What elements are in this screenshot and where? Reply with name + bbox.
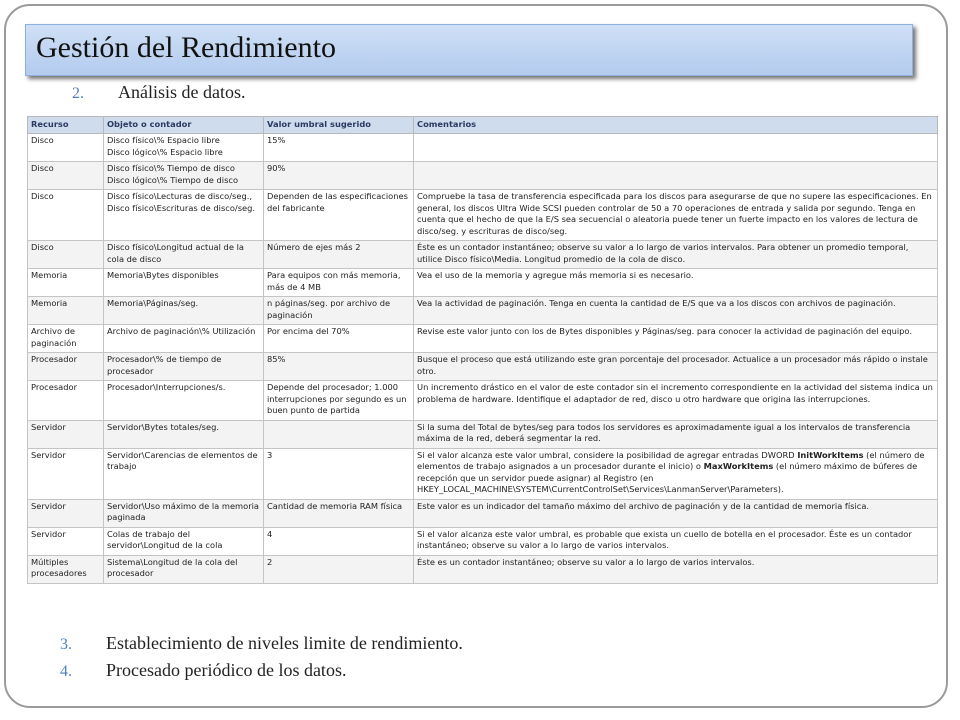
table-header-row (28, 117, 938, 134)
cell-recurso: Múltiples procesadores (28, 555, 104, 583)
cell-comentarios: Si el valor alcanza este valor umbral, considere la posibilidad de agregar entradas DWORD InitWorkItems (el número de elementos de trabajo asignados a un procesador durante el inicio) o MaxWorkItems (el número máximo de búferes de recepción que un servidor puede asignar) al Registro (en HKEY_LOCAL_MACHINE\SYSTEM\CurrentControlSet\Services\LanmanServer\Parameters). (414, 448, 938, 499)
title-bar (25, 24, 913, 76)
column-header-comentarios: Comentarios (414, 117, 938, 134)
step-4 (60, 660, 346, 681)
cell-objeto: Sistema\Longitud de la cola del procesador (104, 555, 264, 583)
cell-recurso: Memoria (28, 297, 104, 325)
table-row (28, 499, 938, 527)
cell-recurso: Servidor (28, 420, 104, 448)
cell-valor: Depende del procesador; 1.000 interrupciones por segundo es un buen punto de partida (264, 381, 414, 421)
table-row (28, 448, 938, 499)
cell-objeto: Disco físico\% Espacio libre Disco lógico\% Espacio libre (104, 134, 264, 162)
table-row (28, 555, 938, 583)
bold-term: InitWorkItems (797, 449, 864, 460)
table-row (28, 527, 938, 555)
cell-comentarios: Este valor es un indicador del tamaño máximo del archivo de paginación y de la cantidad de memoria física. (414, 499, 938, 527)
step-number: 4. (60, 663, 72, 680)
cell-objeto: Memoria\Páginas/seg. (104, 297, 264, 325)
cell-comentarios: Compruebe la tasa de transferencia especificada para los discos para asegurarse de que no supere las especificaciones. En general, los discos Ultra Wide SCSI pueden controlar de 50 a 70 operaciones de entrada y salida por segundo. Tenga en cuenta que el hecho de que la E/S sea secuencial o aleatoria puede tener un fuerte impacto en los valores de lectura de disco/seg. y escrituras de disco/seg. (414, 190, 938, 241)
table-row (28, 297, 938, 325)
cell-recurso: Servidor (28, 527, 104, 555)
cell-valor: Dependen de las especificaciones del fabricante (264, 190, 414, 241)
table-row (28, 241, 938, 269)
step-text: Procesado periódico de los datos. (106, 660, 347, 680)
bold-term: MaxWorkItems (703, 461, 774, 471)
counters-table (27, 116, 938, 584)
cell-comentarios: Revise este valor junto con los de Bytes disponibles y Páginas/seg. para conocer la actividad de paginación del equipo. (414, 325, 938, 353)
cell-comentarios (414, 134, 938, 162)
cell-valor: Cantidad de memoria RAM física (264, 499, 414, 527)
cell-recurso: Disco (28, 190, 104, 241)
table-row (28, 269, 938, 297)
cell-comentarios: Busque el proceso que está utilizando este gran porcentaje del procesador. Actualice a un procesador más rápido o instale otro. (414, 353, 938, 381)
cell-recurso: Archivo de paginación (28, 325, 104, 353)
cell-comentarios: Éste es un contador instantáneo; observe su valor a lo largo de varios intervalos. Para obtener un promedio temporal, utilice Disco físico\Media. Longitud promedio de la cola de disco. (414, 241, 938, 269)
cell-valor: 90% (264, 162, 414, 190)
cell-objeto: Servidor\Uso máximo de la memoria paginada (104, 499, 264, 527)
table-row (28, 353, 938, 381)
column-header-valor: Valor umbral sugerido (264, 117, 414, 134)
table-row (28, 190, 938, 241)
column-header-objeto: Objeto o contador (104, 117, 264, 134)
cell-objeto: Procesador\Interrupciones/s. (104, 381, 264, 421)
cell-valor: Número de ejes más 2 (264, 241, 414, 269)
cell-valor: 4 (264, 527, 414, 555)
cell-objeto: Disco físico\Longitud actual de la cola de disco (104, 241, 264, 269)
table-row (28, 325, 938, 353)
cell-valor: 15% (264, 134, 414, 162)
cell-recurso: Servidor (28, 499, 104, 527)
cell-comentarios: Si la suma del Total de bytes/seg para todos los servidores es aproximadamente igual a los intervalos de transferencia máxima de la red, deberá segmentar la red. (414, 420, 938, 448)
cell-recurso: Disco (28, 134, 104, 162)
cell-objeto: Disco físico\Lecturas de disco/seg., Disco físico\Escrituras de disco/seg. (104, 190, 264, 241)
cell-recurso: Disco (28, 241, 104, 269)
cell-comentarios (414, 162, 938, 190)
cell-comentarios: Si el valor alcanza este valor umbral, es probable que exista un cuello de botella en el procesador. Éste es un contador instantáneo; observe su valor a lo largo de varios intervalos. (414, 527, 938, 555)
cell-recurso: Procesador (28, 381, 104, 421)
cell-comentarios: Un incremento drástico en el valor de este contador sin el incremento correspondiente en la actividad del sistema indica un problema de hardware. Identifique el adaptador de red, disco u otro hardware que origina las interrupciones. (414, 381, 938, 421)
cell-objeto: Servidor\Bytes totales/seg. (104, 420, 264, 448)
cell-valor: Para equipos con más memoria, más de 4 MB (264, 269, 414, 297)
step-text: Análisis de datos. (118, 82, 246, 102)
cell-valor (264, 420, 414, 448)
slide-title: Gestión del Rendimiento (36, 31, 336, 64)
cell-valor: 3 (264, 448, 414, 499)
cell-objeto: Procesador\% de tiempo de procesador (104, 353, 264, 381)
cell-objeto: Archivo de paginación\% Utilización (104, 325, 264, 353)
table-body (28, 134, 938, 584)
table-row (28, 381, 938, 421)
counters-table-container (27, 116, 937, 584)
step-text: Establecimiento de niveles limite de rendimiento. (106, 633, 463, 653)
cell-objeto: Disco físico\% Tiempo de disco Disco lógico\% Tiempo de disco (104, 162, 264, 190)
cell-recurso: Disco (28, 162, 104, 190)
step-2 (72, 82, 246, 103)
cell-objeto: Servidor\Carencias de elementos de trabajo (104, 448, 264, 499)
cell-objeto: Colas de trabajo del servidor\Longitud de la cola (104, 527, 264, 555)
cell-valor: 85% (264, 353, 414, 381)
cell-recurso: Memoria (28, 269, 104, 297)
cell-recurso: Procesador (28, 353, 104, 381)
table-row (28, 162, 938, 190)
cell-comentarios: Éste es un contador instantáneo; observe su valor a lo largo de varios intervalos. (414, 555, 938, 583)
cell-recurso: Servidor (28, 448, 104, 499)
step-3 (60, 633, 463, 654)
table-row (28, 134, 938, 162)
cell-objeto: Memoria\Bytes disponibles (104, 269, 264, 297)
cell-valor: n páginas/seg. por archivo de paginación (264, 297, 414, 325)
table-row (28, 420, 938, 448)
cell-valor: Por encima del 70% (264, 325, 414, 353)
cell-valor: 2 (264, 555, 414, 583)
cell-comentarios: Vea el uso de la memoria y agregue más memoria si es necesario. (414, 269, 938, 297)
cell-comentarios: Vea la actividad de paginación. Tenga en cuenta la cantidad de E/S que va a los discos con archivos de paginación. (414, 297, 938, 325)
column-header-recurso: Recurso (28, 117, 104, 134)
step-number: 3. (60, 636, 72, 653)
step-number: 2. (72, 85, 84, 102)
